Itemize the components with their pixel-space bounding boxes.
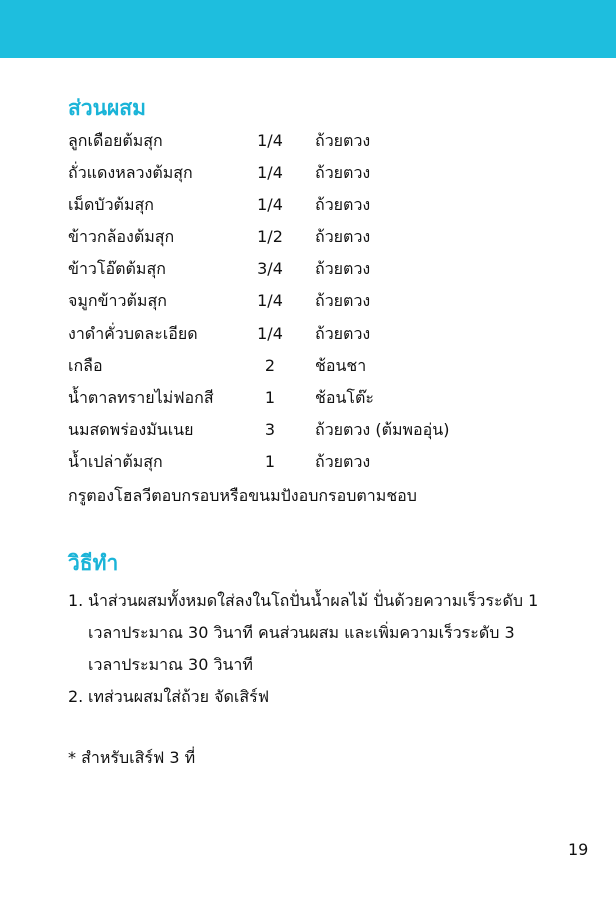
method-step [68, 585, 568, 681]
ingredient-name: น้ำเปล่าต้มสุก [68, 451, 163, 471]
ingredient-unit: ถ้วยตวง [315, 131, 371, 150]
ingredient-row [68, 128, 548, 160]
ingredient-quantity: 2 [264, 355, 276, 375]
method-steps [68, 585, 568, 713]
header-band [0, 0, 616, 58]
ingredient-unit: ถ้วยตวง [315, 195, 371, 215]
method-step [68, 681, 568, 713]
ingredient-row [68, 385, 548, 417]
ingredient-unit: ถ้วยตวง (ต้มพออุ่น) [315, 419, 450, 439]
ingredient-name: ถั่วแดงหลวงต้มสุก [68, 163, 193, 183]
ingredient-row [68, 256, 548, 288]
ingredient-unit: ถ้วยตวง [315, 291, 371, 311]
ingredient-quantity: 1/4 [257, 323, 283, 343]
ingredient-name: น้ำตาลทรายไม่ฟอกสี [68, 387, 214, 407]
ingredient-row [68, 192, 548, 224]
ingredient-quantity: 1/2 [257, 227, 283, 247]
ingredient-row [68, 160, 548, 192]
ingredient-quantity: 1 [264, 387, 276, 407]
ingredient-unit: ถ้วยตวง [315, 323, 371, 343]
ingredient-name: เม็ดบัวต้มสุก [68, 195, 154, 215]
page-number: 19 [568, 840, 589, 859]
ingredient-row [68, 417, 548, 449]
ingredient-row [68, 321, 548, 353]
ingredient-unit: ถ้วยตวง [315, 163, 371, 183]
ingredient-quantity: 1/4 [257, 163, 283, 183]
step-number: 2. [68, 687, 84, 706]
ingredient-name: นมสดพร่องมันเนย [68, 419, 194, 439]
ingredient-name: เกลือ [68, 355, 103, 375]
ingredient-name: ข้าวโอ๊ตต้มสุก [68, 259, 166, 279]
ingredient-list [68, 128, 548, 481]
ingredient-name: จมูกข้าวต้มสุก [68, 291, 167, 311]
ingredients-title: ส่วนผสม [68, 96, 146, 120]
ingredient-quantity: 1/4 [257, 291, 283, 311]
serving-note: * สำหรับเสิร์ฟ 3 ที่ [68, 748, 196, 767]
step-text: เทส่วนผสมใส่ถ้วย จัดเสิร์ฟ [88, 687, 270, 706]
ingredient-unit: ถ้วยตวง [315, 451, 371, 471]
ingredient-note: กรูตองโฮลวีตอบกรอบหรือขนมปังอบกรอบตามชอบ [68, 486, 417, 505]
method-title: วิธีทำ [68, 551, 119, 575]
step-number: 1. [68, 591, 84, 610]
ingredient-unit: ถ้วยตวง [315, 227, 371, 247]
ingredient-name: ลูกเดือยต้มสุก [68, 131, 163, 150]
ingredient-unit: ช้อนชา [315, 355, 367, 375]
ingredient-quantity: 1 [264, 451, 276, 471]
ingredient-name: งาดำคั่วบดละเอียด [68, 323, 198, 343]
ingredient-quantity: 1/4 [257, 195, 283, 215]
ingredient-row [68, 449, 548, 481]
step-text: เวลาประมาณ 30 วินาที คนส่วนผสม และเพิ่มความเร็วระดับ 3 [88, 623, 515, 642]
ingredient-unit: ช้อนโต๊ะ [315, 387, 374, 407]
ingredient-quantity: 3/4 [257, 259, 283, 279]
step-text: เวลาประมาณ 30 วินาที [88, 655, 253, 674]
ingredient-unit: ถ้วยตวง [315, 259, 371, 279]
ingredient-quantity: 1/4 [257, 131, 283, 150]
ingredient-quantity: 3 [264, 419, 276, 439]
step-text: นำส่วนผสมทั้งหมดใส่ลงในโถปั่นน้ำผลไม้ ปั่นด้วยความเร็วระดับ 1 [88, 591, 539, 610]
ingredient-row [68, 353, 548, 385]
ingredient-name: ข้าวกล้องต้มสุก [68, 227, 175, 247]
ingredient-row [68, 288, 548, 320]
ingredient-row [68, 224, 548, 256]
